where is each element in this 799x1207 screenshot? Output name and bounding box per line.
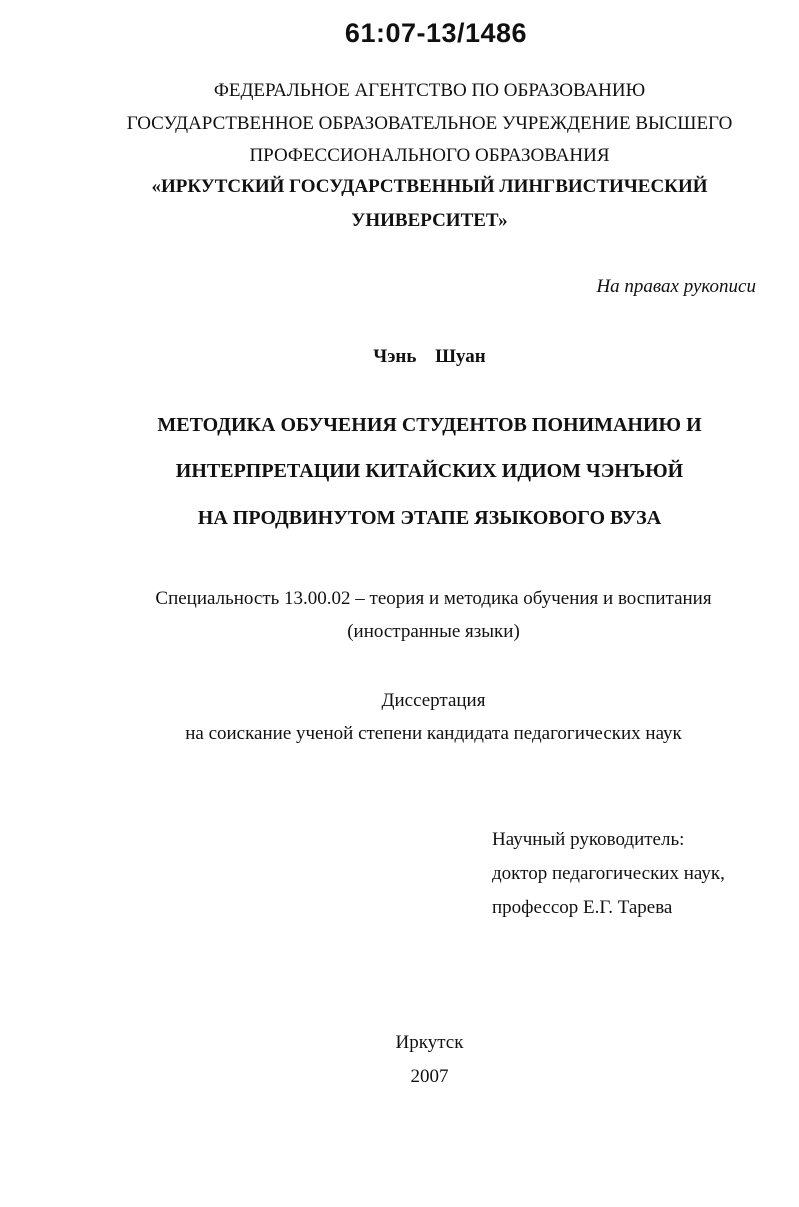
catalog-number: 61:07-13/1486 <box>344 18 528 48</box>
university-name-line-2: УНИВЕРСИТЕТ» <box>351 210 508 231</box>
author-name: Чэнь Шуан <box>373 346 486 367</box>
city: Иркутск <box>395 1032 464 1053</box>
institution-type-line-2: ПРОФЕССИОНАЛЬНОГО ОБРАЗОВАНИЯ <box>249 145 610 166</box>
university-name-line-1: «ИРКУТСКИЙ ГОСУДАРСТВЕННЫЙ ЛИНГВИСТИЧЕСКИЙ <box>151 176 708 197</box>
specialty-line-2: (иностранные языки) <box>347 621 520 642</box>
specialty-line-1: Специальность 13.00.02 – теория и методика обучения и воспитания <box>155 588 712 609</box>
advisor-degree: доктор педагогических наук, <box>492 863 725 884</box>
work-type-line-2: на соискание ученой степени кандидата педагогических наук <box>185 723 682 744</box>
year: 2007 <box>410 1066 449 1087</box>
work-type-line-1: Диссертация <box>381 690 486 711</box>
dissertation-title-line-3: НА ПРОДВИНУТОМ ЭТАПЕ ЯЗЫКОВОГО ВУЗА <box>197 507 662 529</box>
manuscript-rights: На правах рукописи <box>596 276 756 297</box>
advisor-name: профессор Е.Г. Тарева <box>492 897 673 918</box>
advisor-label: Научный руководитель: <box>492 829 685 850</box>
dissertation-title-line-1: МЕТОДИКА ОБУЧЕНИЯ СТУДЕНТОВ ПОНИМАНИЮ И <box>157 414 702 436</box>
dissertation-title-line-2: ИНТЕРПРЕТАЦИИ КИТАЙСКИХ ИДИОМ ЧЭНЪЮЙ <box>175 460 684 482</box>
agency-line: ФЕДЕРАЛЬНОЕ АГЕНТСТВО ПО ОБРАЗОВАНИЮ <box>213 80 646 101</box>
institution-type-line-1: ГОСУДАРСТВЕННОЕ ОБРАЗОВАТЕЛЬНОЕ УЧРЕЖДЕНИЕ ВЫСШЕГО <box>126 113 733 134</box>
